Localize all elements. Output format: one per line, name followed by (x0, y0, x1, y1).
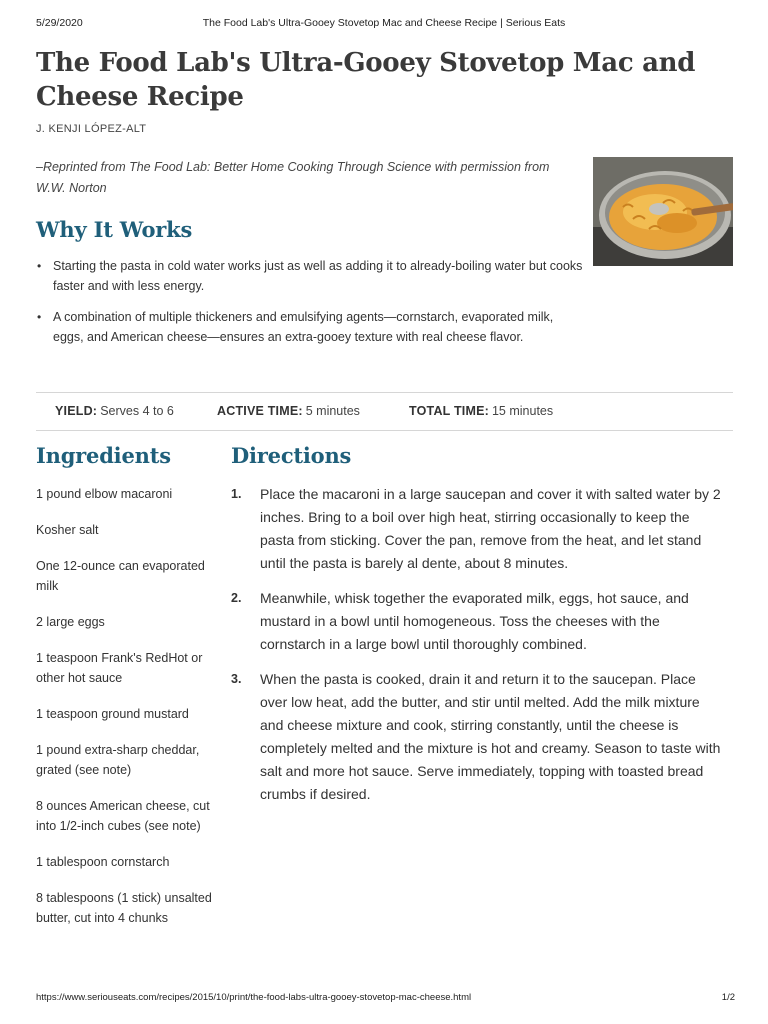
ingredient-item: 1 pound elbow macaroni (36, 487, 173, 501)
ingredients-list (36, 484, 221, 944)
mac-and-cheese-pot-icon (593, 157, 733, 266)
step-number: 3. (231, 672, 242, 686)
ingredient-item: Kosher salt (36, 523, 99, 537)
recipe-title: The Food Lab's Ultra-Gooey Stovetop Mac and Cheese Recipe (36, 48, 696, 112)
yield (55, 404, 174, 418)
bullet-icon: • (37, 310, 42, 324)
why-it-works-heading: Why It Works (36, 217, 193, 242)
ingredient-item: 8 tablespoons (1 stick) unsalted butter, cut into 4 chunks (36, 891, 212, 925)
directions-heading: Directions (231, 443, 352, 468)
ingredient-item: 1 pound extra-sharp cheddar, grated (see note) (36, 743, 200, 777)
direction-step (231, 483, 721, 575)
step-number: 2. (231, 591, 242, 605)
ingredient-item: 2 large eggs (36, 615, 105, 629)
print-url[interactable]: https://www.seriouseats.com/recipes/2015/10/print/the-food-labs-ultra-gooey-stovetop-mac-cheese.html (36, 992, 472, 1003)
yield-label: YIELD: (55, 404, 98, 418)
why-point-text: A combination of multiple thickeners and emulsifying agents—cornstarch, evaporated milk, eggs, and American cheese—ensures an extra-gooey texture with real cheese flavor. (53, 310, 554, 344)
active-time (217, 404, 360, 418)
step-text: Place the macaroni in a large saucepan and cover it with salted water by 2 inches. Bring to a boil over high heat, stirring occasionally to keep the pasta from sticking. Cover the pan, remove from the heat, and let stand until the pasta is barely al dente, about 8 minutes. (260, 486, 721, 571)
ingredient-item: One 12-ounce can evaporated milk (36, 559, 205, 593)
why-point (36, 256, 586, 296)
print-date: 5/29/2020 (36, 17, 83, 29)
print-header (0, 17, 768, 31)
step-text: Meanwhile, whisk together the evaporated milk, eggs, hot sauce, and mustard in a bowl until homogeneous. Toss the cheeses with the cornstarch in a large bowl until thoroughly combined. (260, 590, 689, 652)
step-number: 1. (231, 487, 242, 501)
direction-step (231, 668, 721, 806)
recipe-meta-bar (36, 392, 733, 431)
page-number: 1/2 (721, 992, 735, 1003)
total-time-label: TOTAL TIME: (409, 404, 489, 418)
mac-and-cheese-photo (593, 157, 733, 266)
total-time (409, 404, 553, 418)
bullet-icon: • (37, 259, 42, 273)
active-time-label: ACTIVE TIME: (217, 404, 303, 418)
ingredient-item: 1 tablespoon cornstarch (36, 855, 170, 869)
ingredient-item: 1 teaspoon Frank's RedHot or other hot sauce (36, 651, 203, 685)
author-byline[interactable]: J. KENJI LÓPEZ-ALT (36, 123, 147, 135)
why-it-works-list (36, 256, 586, 358)
step-text: When the pasta is cooked, drain it and return it to the saucepan. Place over low heat, add the butter, and stir until melted. Add the milk mixture and cheese mixture and cook, stirring constantly, until the cheese is completely melted and the mixture is hot and creamy. Season to taste with salt and more hot sauce. Serve immediately, topping with toasted bread crumbs if desired. (260, 671, 721, 802)
direction-step (231, 587, 721, 656)
active-time-value: 5 minutes (305, 404, 360, 418)
yield-value: Serves 4 to 6 (100, 404, 174, 418)
ingredient-item: 8 ounces American cheese, cut into 1/2-inch cubes (see note) (36, 799, 210, 833)
why-point (36, 307, 586, 347)
ingredient-item: 1 teaspoon ground mustard (36, 707, 189, 721)
directions-list (231, 483, 721, 818)
ingredients-heading: Ingredients (36, 443, 171, 468)
reprint-note: –Reprinted from The Food Lab: Better Home Cooking Through Science with permission from W.W. Norton (36, 160, 550, 195)
total-time-value: 15 minutes (491, 404, 554, 418)
print-doc-title: The Food Lab's Ultra-Gooey Stovetop Mac and Cheese Recipe | Serious Eats (202, 17, 566, 29)
print-footer (0, 992, 768, 1006)
why-point-text: Starting the pasta in cold water works just as well as adding it to already-boiling water but cooks faster and with less energy. (53, 259, 583, 293)
